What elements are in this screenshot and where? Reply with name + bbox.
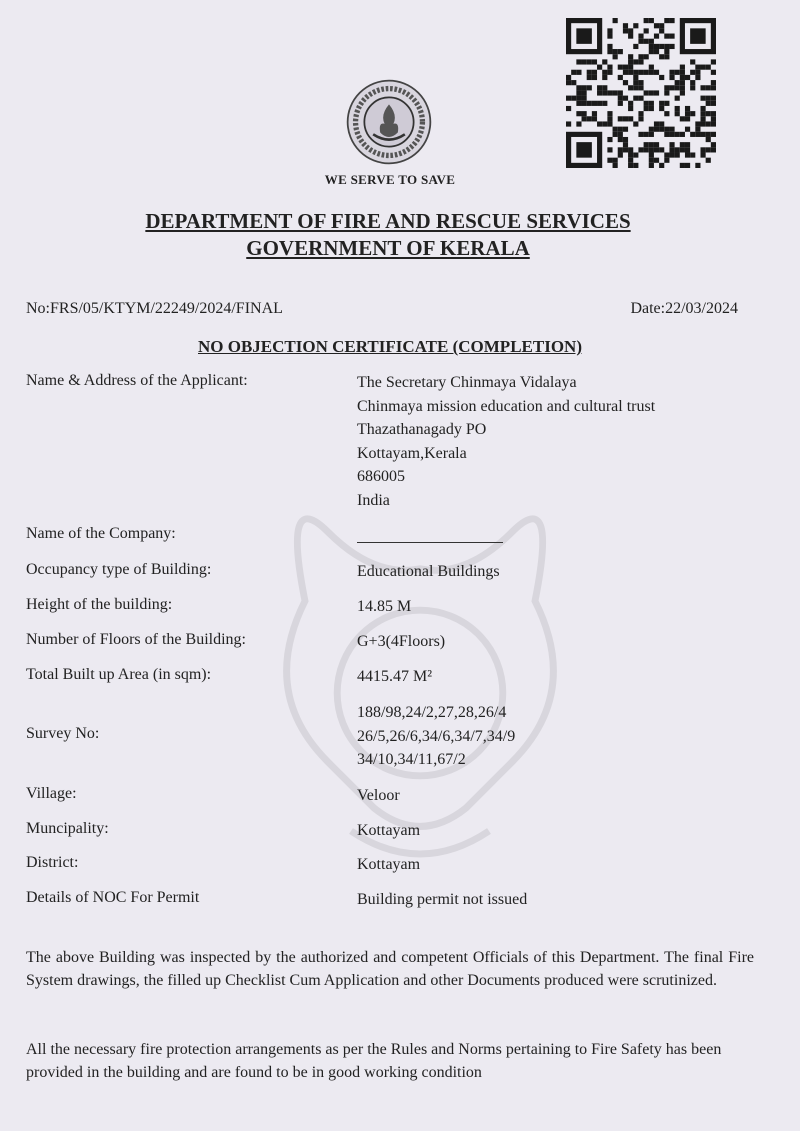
address-line: India xyxy=(357,491,390,509)
permit-label: Details of NOC For Permit xyxy=(26,889,200,906)
permit-value: Building permit not issued xyxy=(357,891,528,908)
fire-service-emblem-icon xyxy=(345,78,433,166)
issue-date: Date:22/03/2024 xyxy=(630,300,738,317)
village-label: Village: xyxy=(26,785,77,802)
municipality-value: Kottayam xyxy=(357,822,421,839)
address-line: Thazathanagady PO xyxy=(357,421,487,438)
company-blank xyxy=(357,542,503,543)
applicant-address xyxy=(357,371,655,512)
district-label: District: xyxy=(26,854,79,871)
address-line: The Secretary Chinmaya Vidalaya xyxy=(357,374,577,391)
survey-label: Survey No: xyxy=(26,725,100,742)
reference-number: No:FRS/05/KTYM/22249/2024/FINAL xyxy=(26,300,283,317)
address-line: Kottayam,Kerala xyxy=(357,444,467,462)
applicant-label: Name & Address of the Applicant: xyxy=(26,372,248,389)
survey-line: 26/5,26/6,34/6,34/7,34/9 xyxy=(357,727,516,745)
address-line: Chinmaya mission education and cultural trust xyxy=(357,397,656,415)
occupancy-value: Educational Buildings xyxy=(357,563,500,580)
qr-code-icon xyxy=(566,18,716,168)
height-value: 14.85 M xyxy=(357,598,412,615)
inspection-paragraph: The above Building was inspected by the authorized and competent Officials of this Department. The final Fire System drawings, the filled up Checklist Cum Application and other Documents produced were scrutinized. xyxy=(26,949,754,989)
village-value: Veloor xyxy=(357,787,400,804)
address-line: 686005 xyxy=(357,468,405,485)
area-label: Total Built up Area (in sqm): xyxy=(26,666,212,683)
floors-label: Number of Floors of the Building: xyxy=(26,631,246,648)
area-value: 4415.47 M² xyxy=(357,668,433,685)
motto: WE SERVE TO SAVE xyxy=(324,172,456,187)
company-label: Name of the Company: xyxy=(26,525,176,542)
certificate-title: NO OBJECTION CERTIFICATE (COMPLETION) xyxy=(198,337,582,356)
survey-numbers xyxy=(357,701,515,772)
district-value: Kottayam xyxy=(357,856,421,873)
municipality-label: Muncipality: xyxy=(26,820,109,837)
occupancy-label: Occupancy type of Building: xyxy=(26,561,212,578)
department-title: DEPARTMENT OF FIRE AND RESCUE SERVICES xyxy=(145,209,631,233)
floors-value: G+3(4Floors) xyxy=(357,633,446,650)
height-label: Height of the building: xyxy=(26,596,173,613)
survey-line: 188/98,24/2,27,28,26/4 xyxy=(357,704,507,721)
arrangements-paragraph: All the necessary fire protection arrangements as per the Rules and Norms pertaining to Fire Safety has been provided in the building and are found to be in good working condition xyxy=(26,1041,722,1081)
survey-line: 34/10,34/11,67/2 xyxy=(357,751,466,768)
government-title: GOVERNMENT OF KERALA xyxy=(246,236,530,260)
